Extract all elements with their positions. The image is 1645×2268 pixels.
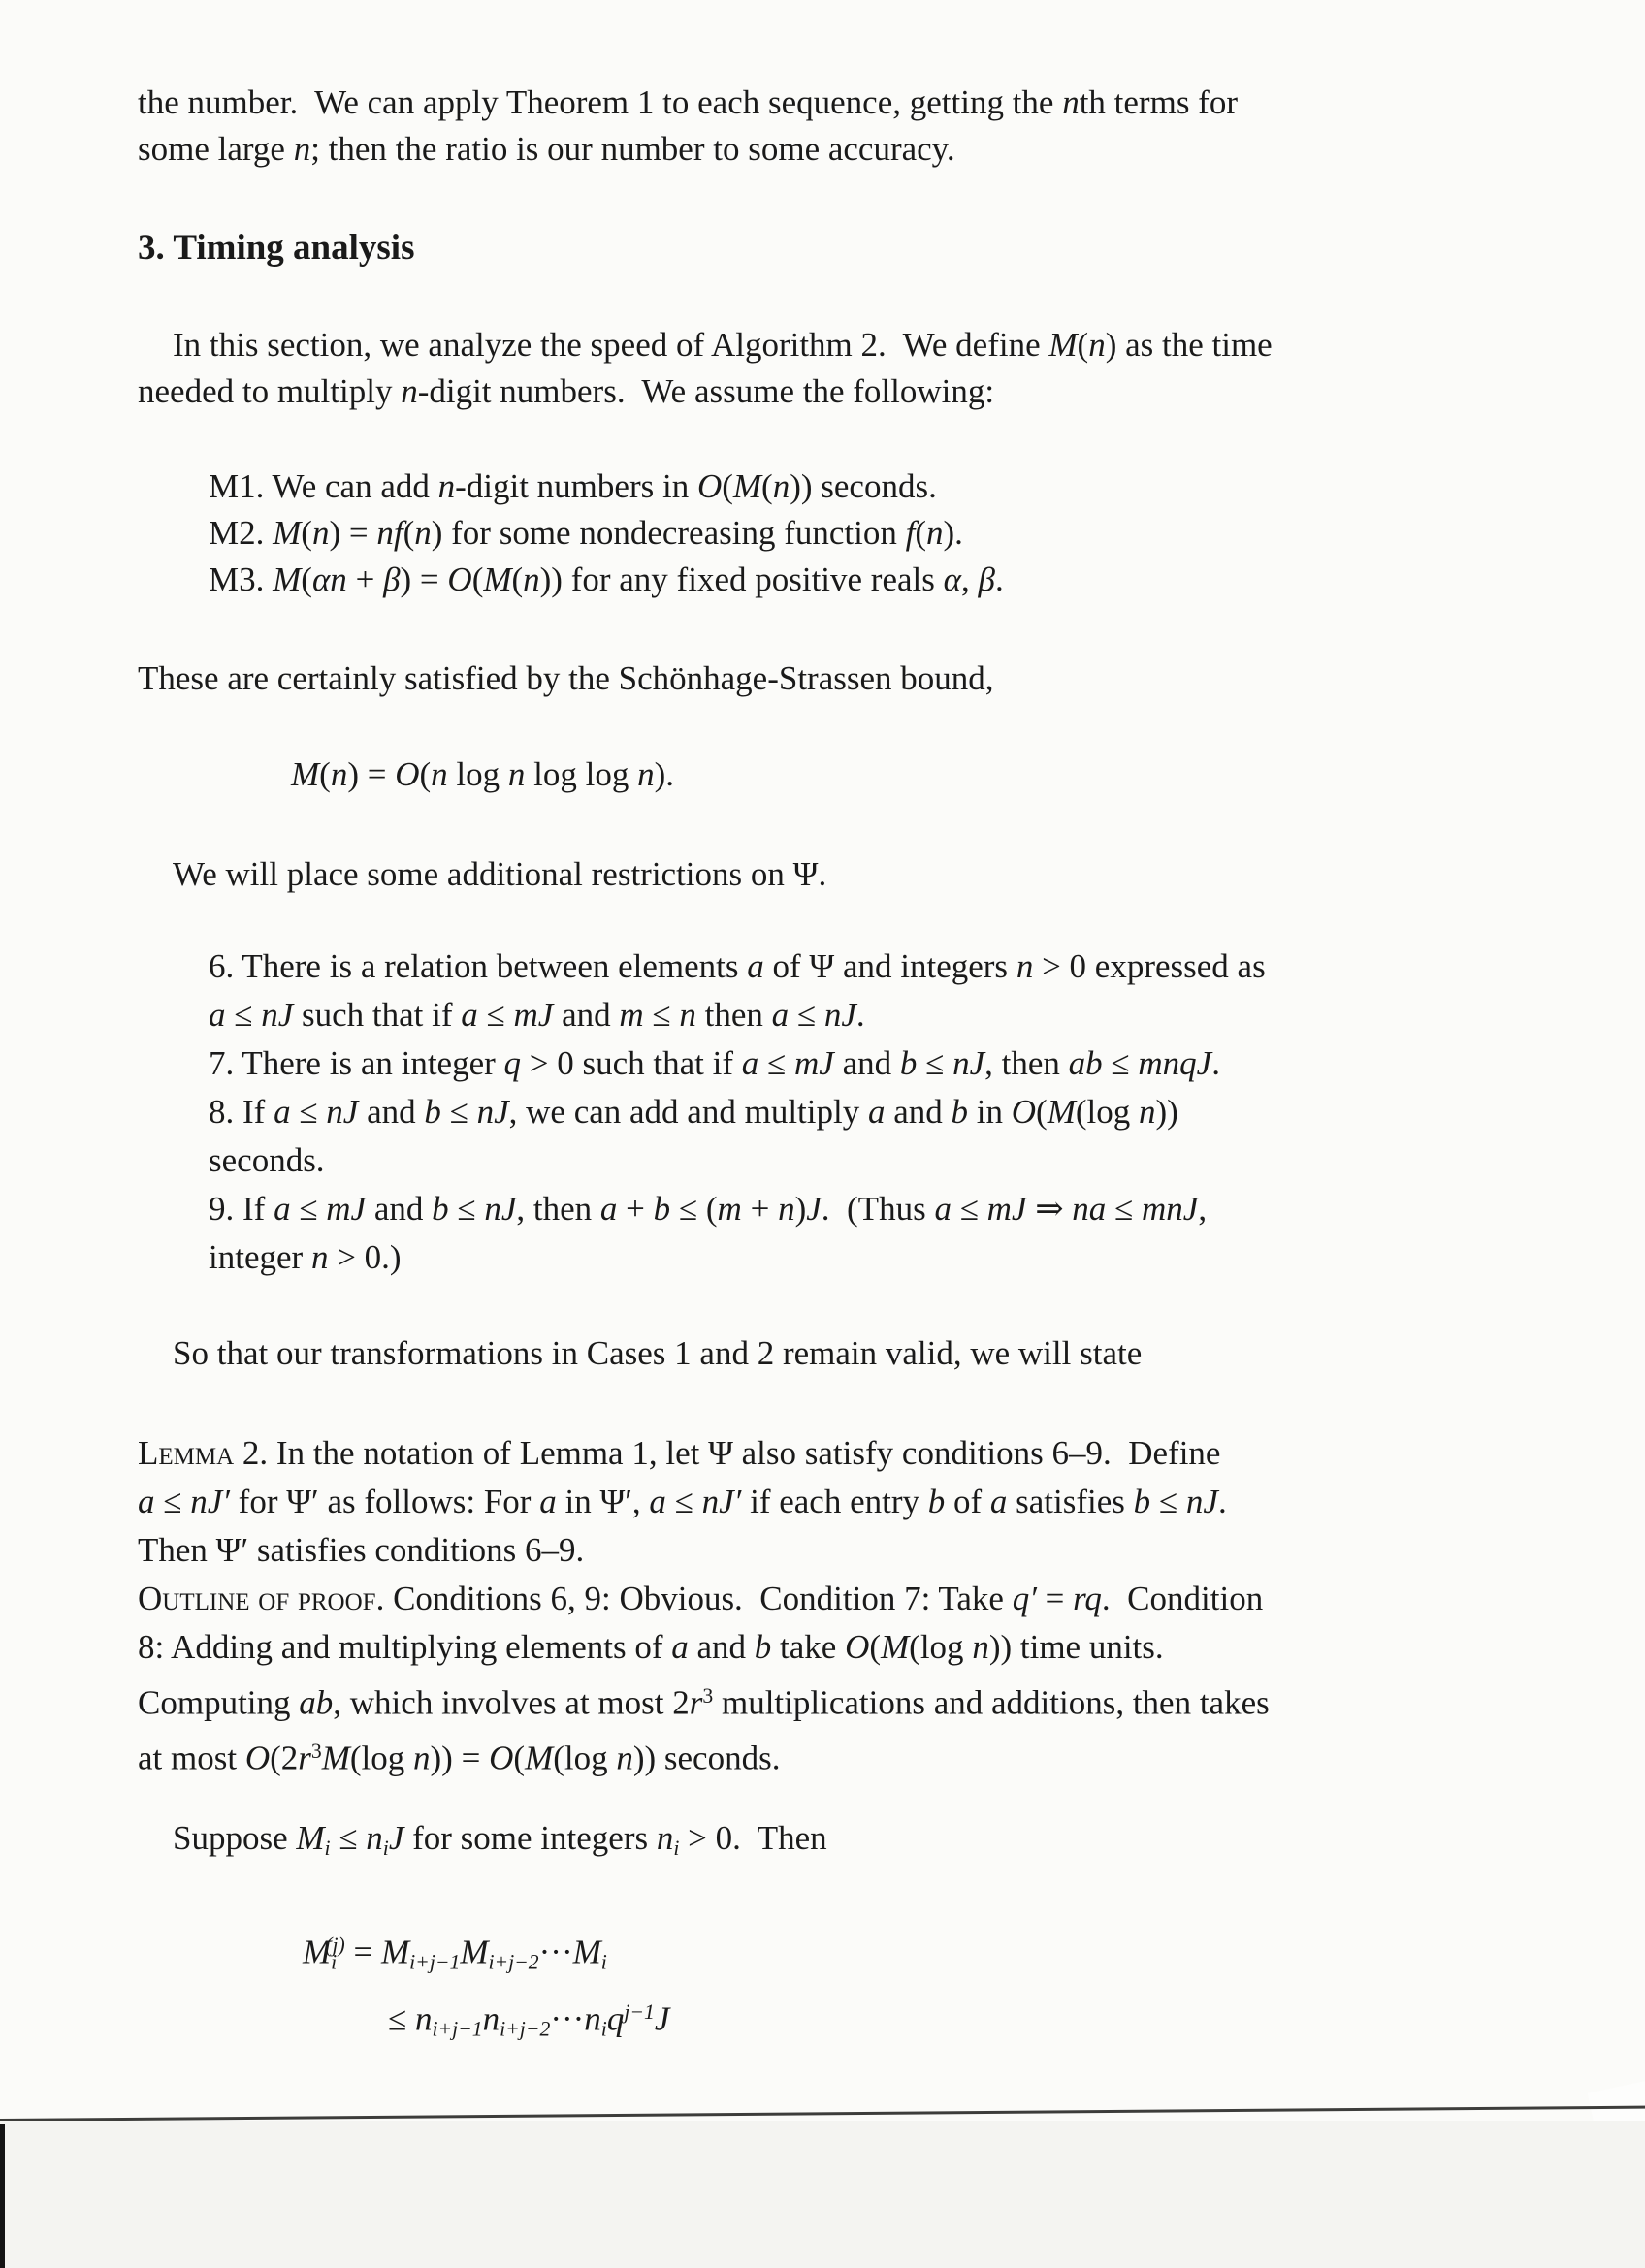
- text-run: 3: [310, 1740, 322, 1764]
- text-run: n: [366, 1819, 383, 1857]
- text-run: )) seconds.: [632, 1739, 781, 1777]
- text-run: and: [358, 1093, 425, 1131]
- text-run: na: [1072, 1190, 1107, 1228]
- text-run: ≤: [1106, 1190, 1143, 1228]
- text-run: n: [523, 560, 540, 598]
- text-run: Lemma: [138, 1434, 235, 1472]
- text-run: M: [296, 1819, 325, 1857]
- text-run: M: [321, 1739, 350, 1777]
- text-run: some large: [138, 130, 294, 168]
- text-run: j−1: [624, 2000, 655, 2025]
- text-run: a: [867, 1093, 886, 1131]
- text-line: [209, 942, 1266, 991]
- equation-schonhage-bound: [291, 751, 674, 798]
- text-run: 9. If: [209, 1190, 274, 1228]
- text-run: ).: [654, 755, 674, 793]
- text-run: )) =: [430, 1739, 490, 1777]
- text-run: a: [989, 1483, 1008, 1520]
- text-line: [291, 751, 674, 798]
- paragraph-suppose: [173, 1815, 827, 1871]
- text-line: [209, 1233, 1266, 1282]
- text-line: [138, 1727, 1270, 1782]
- text-run: ≤: [388, 1999, 415, 2038]
- text-run: > 0 such that if: [521, 1044, 742, 1082]
- text-run: m: [619, 996, 644, 1034]
- text-run: a: [274, 1190, 291, 1228]
- text-run: ≤: [1102, 1044, 1139, 1082]
- text-run: αn: [311, 560, 347, 598]
- text-run: b: [432, 1190, 449, 1228]
- text-line: [209, 1185, 1266, 1233]
- text-run: i: [600, 2017, 607, 2041]
- text-run: ) =: [329, 514, 377, 552]
- restriction-list-6-9: [209, 942, 1266, 1282]
- text-run: )): [1155, 1093, 1178, 1131]
- text-run: In this section, we analyze the speed of Algorithm 2. We define: [173, 326, 1049, 364]
- text-run: M: [572, 1933, 601, 1971]
- text-run: (log: [553, 1739, 617, 1777]
- text-run: of: [945, 1483, 990, 1520]
- text-run: i: [600, 1950, 607, 1974]
- text-run: n: [679, 996, 696, 1034]
- text-run: α: [943, 560, 961, 598]
- text-run: nJ: [261, 996, 294, 1034]
- text-run: then: [695, 996, 772, 1034]
- text-run: β: [978, 560, 995, 598]
- text-run: ≤: [225, 996, 262, 1034]
- text-run: ≤: [290, 1190, 327, 1228]
- text-run: ab: [299, 1683, 334, 1722]
- text-run: a: [539, 1483, 557, 1520]
- text-run: 3. Timing analysis: [138, 228, 415, 268]
- text-run: (log: [909, 1628, 973, 1666]
- text-run: We will place some additional restrictions on Ψ.: [173, 855, 827, 893]
- text-run: n: [437, 467, 456, 505]
- text-run: M: [273, 560, 302, 598]
- text-run: ≤: [290, 1093, 327, 1131]
- text-run: f: [905, 514, 916, 552]
- text-run: and: [553, 996, 620, 1034]
- text-run: nJ: [952, 1044, 985, 1082]
- text-run: r: [689, 1683, 703, 1722]
- text-run: ≤: [1150, 1483, 1186, 1520]
- text-run: ).: [943, 514, 963, 552]
- text-run: )) seconds.: [790, 467, 937, 505]
- text-run: O: [395, 755, 420, 793]
- text-run: .: [855, 996, 865, 1034]
- text-run: O: [845, 1628, 870, 1666]
- text-run: i: [331, 1950, 338, 1974]
- text-line: [138, 322, 1273, 368]
- text-run: (log: [1075, 1093, 1139, 1131]
- text-run: integer: [209, 1238, 311, 1276]
- equation-product-bound: [303, 1920, 669, 2055]
- text-run: J: [388, 1819, 404, 1857]
- text-run: . Condition: [1101, 1580, 1264, 1617]
- text-run: i+j−1: [432, 2017, 483, 2041]
- text-line: [138, 1526, 1270, 1575]
- text-run: nJ: [823, 996, 856, 1034]
- text-run: (: [915, 514, 926, 552]
- text-run: in Ψ′,: [556, 1483, 650, 1520]
- text-run: =: [1036, 1580, 1074, 1617]
- text-run: > 0. Then: [679, 1819, 827, 1857]
- text-run: i: [324, 1837, 331, 1861]
- text-run: needed to multiply: [138, 372, 402, 410]
- text-run: O: [696, 467, 723, 505]
- text-run: mnJ: [1142, 1190, 1199, 1228]
- text-run: +: [741, 1190, 779, 1228]
- text-line: [173, 851, 826, 898]
- text-run: , then: [984, 1044, 1069, 1082]
- text-run: satisfies: [1007, 1483, 1134, 1520]
- text-run: Suppose: [173, 1819, 297, 1857]
- text-run: n: [401, 372, 418, 410]
- text-run: if each entry: [741, 1483, 928, 1520]
- text-run: in: [968, 1093, 1012, 1131]
- paragraph-section-intro: [138, 322, 1273, 415]
- text-run: (log: [349, 1739, 414, 1777]
- text-run: a: [209, 996, 226, 1034]
- text-line: [138, 126, 1238, 173]
- text-run: M: [1047, 1093, 1076, 1131]
- text-run: +: [346, 560, 384, 598]
- text-line: [138, 1575, 1270, 1623]
- text-run: a: [934, 1190, 952, 1228]
- text-run: multiplications and additions, then takes: [713, 1683, 1270, 1722]
- text-run: ≤: [917, 1044, 953, 1082]
- text-run: q′: [1012, 1580, 1037, 1617]
- text-run: n: [778, 1190, 795, 1228]
- text-run: nf: [376, 514, 403, 552]
- lemma-2-and-proof-outline: [138, 1429, 1270, 1783]
- text-run: ≤: [665, 1483, 702, 1520]
- text-run: ≤ (: [670, 1190, 718, 1228]
- text-run: 6. There is a relation between elements: [209, 947, 748, 985]
- text-run: q: [606, 1999, 625, 2038]
- assumption-list-m1-m3: [209, 463, 1004, 603]
- text-run: n: [926, 514, 944, 552]
- text-run: M: [291, 755, 320, 793]
- text-line: [173, 1815, 827, 1871]
- text-line: [209, 463, 1004, 510]
- text-run: i: [673, 1837, 680, 1861]
- text-line: [173, 1330, 1142, 1377]
- text-run: 7. There is an integer: [209, 1044, 504, 1082]
- text-run: n: [482, 1999, 500, 2038]
- text-run: a: [599, 1190, 618, 1228]
- text-run: β: [383, 560, 401, 598]
- text-run: and: [688, 1628, 755, 1666]
- text-run: (: [319, 755, 331, 793]
- text-run: ≤: [643, 996, 680, 1034]
- text-run: q: [503, 1044, 522, 1082]
- text-run: 3: [702, 1684, 714, 1708]
- text-run: nJ′: [190, 1483, 230, 1520]
- text-run: nJ: [476, 1093, 509, 1131]
- text-run: mnqJ: [1138, 1044, 1212, 1082]
- text-line: [138, 225, 415, 272]
- text-run: > 0 expressed as: [1033, 947, 1266, 985]
- text-run: M2.: [209, 514, 274, 552]
- text-line: [138, 1623, 1270, 1672]
- text-run: J: [654, 1999, 670, 2038]
- text-line: [209, 1136, 1266, 1185]
- text-run: ) for some nondecreasing function: [431, 514, 906, 552]
- text-run: a: [771, 996, 790, 1034]
- text-run: ab: [1068, 1044, 1103, 1082]
- text-run: 2. In the notation of Lemma 1, let Ψ also satisfy conditions 6–9. Define: [234, 1434, 1221, 1472]
- text-run: i+j−2: [500, 2017, 551, 2041]
- text-run: (: [761, 467, 773, 505]
- text-run: n: [584, 1999, 601, 2038]
- text-run: n: [413, 1739, 431, 1777]
- text-run: n: [616, 1739, 633, 1777]
- text-run: , we can add and multiply: [508, 1093, 868, 1131]
- text-run: M3.: [209, 560, 274, 598]
- section-heading-timing-analysis: [138, 225, 415, 272]
- text-run: (2: [270, 1739, 299, 1777]
- text-line: [303, 1987, 669, 2054]
- text-run: mJ: [513, 996, 554, 1034]
- text-run: n: [414, 1999, 433, 2038]
- paragraph-intro: [138, 80, 1238, 173]
- text-run: and: [366, 1190, 433, 1228]
- text-run: n: [972, 1628, 989, 1666]
- text-run: ,: [961, 560, 979, 598]
- text-run: M: [732, 467, 762, 505]
- text-run: ···: [550, 1999, 585, 2038]
- text-run: ) as the time: [1105, 326, 1273, 364]
- text-run: ) =: [400, 560, 448, 598]
- text-line: [209, 557, 1004, 603]
- text-run: nJ′: [701, 1483, 742, 1520]
- text-run: a: [671, 1628, 689, 1666]
- text-run: n: [311, 514, 330, 552]
- text-run: ; then the ratio is our number to some accuracy.: [310, 130, 955, 168]
- text-run: n: [1062, 83, 1080, 121]
- text-run: ≤: [448, 1190, 485, 1228]
- text-run: n: [1016, 947, 1034, 985]
- text-run: )) time units.: [988, 1628, 1164, 1666]
- text-run: ≤: [789, 996, 824, 1034]
- text-run: (: [511, 560, 524, 598]
- text-run: )) for any fixed positive reals: [539, 560, 944, 598]
- text-run: =: [344, 1933, 381, 1971]
- text-run: So that our transformations in Cases 1 and 2 remain valid, we will state: [173, 1334, 1143, 1372]
- text-run: Then Ψ′ satisfies conditions 6–9.: [138, 1531, 585, 1569]
- text-run: n: [293, 130, 311, 168]
- text-run: n: [431, 755, 448, 793]
- text-run: O: [1011, 1093, 1037, 1131]
- text-run: log log: [525, 755, 638, 793]
- text-run: M: [525, 1739, 554, 1777]
- text-run: J: [806, 1190, 822, 1228]
- text-run: Computing: [138, 1683, 300, 1722]
- text-run: a: [649, 1483, 666, 1520]
- text-run: b: [754, 1628, 772, 1666]
- text-run: n: [330, 755, 348, 793]
- text-run: b: [927, 1483, 946, 1520]
- text-run: (: [471, 560, 484, 598]
- text-run: for some integers: [403, 1819, 657, 1857]
- text-run: n: [1138, 1093, 1156, 1131]
- text-line: [138, 1429, 1270, 1478]
- text-run: mJ: [986, 1190, 1027, 1228]
- text-run: and: [833, 1044, 900, 1082]
- text-line: [138, 1672, 1270, 1727]
- text-run: (: [869, 1628, 882, 1666]
- text-line: [209, 1039, 1266, 1088]
- text-run: b: [899, 1044, 918, 1082]
- text-run: nJ: [326, 1093, 359, 1131]
- text-run: 8. If: [209, 1093, 274, 1131]
- text-run: th terms for: [1079, 83, 1238, 121]
- text-run: ≤: [154, 1483, 191, 1520]
- text-run: M: [273, 514, 302, 552]
- text-run: i+j−1: [409, 1950, 461, 1974]
- text-run: mJ: [326, 1190, 367, 1228]
- text-run: Outline of proof: [138, 1580, 376, 1617]
- text-run: n: [507, 755, 526, 793]
- scan-below-page-area: [0, 2121, 1645, 2268]
- text-run: b: [424, 1093, 441, 1131]
- text-run: (: [403, 514, 415, 552]
- text-run: (: [301, 560, 312, 598]
- text-run: -digit numbers. We assume the following:: [417, 372, 995, 410]
- text-run: O: [489, 1739, 514, 1777]
- text-run: O: [447, 560, 472, 598]
- text-run: .: [1211, 1044, 1220, 1082]
- text-run: ≤: [758, 1044, 795, 1082]
- text-run: ,: [1198, 1190, 1208, 1228]
- text-run: ≤: [330, 1819, 367, 1857]
- text-run: M1. We can add: [209, 467, 438, 505]
- text-run: (: [1077, 326, 1089, 364]
- text-run: -digit numbers in: [455, 467, 697, 505]
- text-run: (j): [325, 1933, 345, 1957]
- text-run: M: [460, 1933, 489, 1971]
- text-run: O: [244, 1739, 271, 1777]
- text-run: b: [951, 1093, 969, 1131]
- text-run: and: [885, 1093, 952, 1131]
- scan-bottom-edge-line: [0, 2106, 1645, 2122]
- text-run: n: [414, 514, 432, 552]
- text-run: n: [656, 1819, 674, 1857]
- text-run: . Conditions 6, 9: Obvious. Condition 7: Take: [375, 1580, 1013, 1617]
- text-run: (: [419, 755, 432, 793]
- text-line: [209, 1088, 1266, 1136]
- text-line: [303, 1920, 669, 1987]
- text-run: ≤: [440, 1093, 477, 1131]
- text-run: at most: [138, 1739, 245, 1777]
- text-run: a: [741, 1044, 759, 1082]
- text-run: ) =: [347, 755, 396, 793]
- text-run: a: [747, 947, 764, 985]
- text-run: mJ: [794, 1044, 834, 1082]
- text-run: seconds.: [209, 1141, 325, 1179]
- text-run: nJ: [1185, 1483, 1218, 1520]
- text-line: [138, 1478, 1270, 1526]
- text-run: . (Thus: [821, 1190, 935, 1228]
- text-run: such that if: [293, 996, 462, 1034]
- text-run: n: [772, 467, 790, 505]
- text-run: take: [771, 1628, 846, 1666]
- text-run: , then: [516, 1190, 600, 1228]
- text-run: a: [138, 1483, 155, 1520]
- text-run: M: [1048, 326, 1078, 364]
- text-run: for Ψ′ as follows: For: [229, 1483, 540, 1520]
- text-run: r: [298, 1739, 311, 1777]
- text-run: ···: [538, 1933, 573, 1971]
- text-run: 8: Adding and multiplying elements of: [138, 1628, 672, 1666]
- text-line: [138, 368, 1273, 415]
- text-run: n: [637, 755, 655, 793]
- text-run: ): [794, 1190, 807, 1228]
- text-line: [138, 655, 994, 702]
- text-run: i: [382, 1837, 389, 1861]
- text-run: nJ: [484, 1190, 517, 1228]
- text-run: > 0.): [328, 1238, 402, 1276]
- text-run: (: [1036, 1093, 1048, 1131]
- text-run: (: [301, 514, 312, 552]
- text-run: b: [1133, 1483, 1151, 1520]
- text-run: m: [717, 1190, 742, 1228]
- text-run: n: [1088, 326, 1106, 364]
- text-run: log: [447, 755, 508, 793]
- paragraph-transformations: [173, 1330, 1142, 1377]
- paragraph-restrictions-intro: [173, 851, 826, 898]
- scan-left-black-strip: [0, 2124, 5, 2268]
- text-run: (: [722, 467, 733, 505]
- text-run: .: [1217, 1483, 1227, 1520]
- text-run: of Ψ and integers: [763, 947, 1016, 985]
- text-run: ⇒: [1026, 1190, 1073, 1228]
- text-run: a: [461, 996, 478, 1034]
- text-run: M: [881, 1628, 910, 1666]
- text-run: , which involves at most 2: [333, 1683, 690, 1722]
- text-run: .: [994, 560, 1004, 598]
- text-line: [209, 991, 1266, 1039]
- text-run: b: [653, 1190, 671, 1228]
- text-run: M: [303, 1933, 332, 1971]
- text-run: rq: [1073, 1580, 1102, 1617]
- text-run: M: [381, 1933, 410, 1971]
- text-run: +: [617, 1190, 654, 1228]
- paragraph-schonhage-strassen: [138, 655, 994, 702]
- text-run: n: [310, 1238, 329, 1276]
- text-run: (: [513, 1739, 526, 1777]
- text-line: [138, 80, 1238, 126]
- text-run: the number. We can apply Theorem 1 to each sequence, getting the: [138, 83, 1063, 121]
- text-run: M: [483, 560, 512, 598]
- text-run: These are certainly satisfied by the Schönhage-Strassen bound,: [138, 659, 994, 697]
- text-run: a: [274, 1093, 291, 1131]
- text-line: [209, 510, 1004, 557]
- text-run: ≤: [951, 1190, 987, 1228]
- text-run: ≤: [477, 996, 514, 1034]
- text-run: i+j−2: [488, 1950, 539, 1974]
